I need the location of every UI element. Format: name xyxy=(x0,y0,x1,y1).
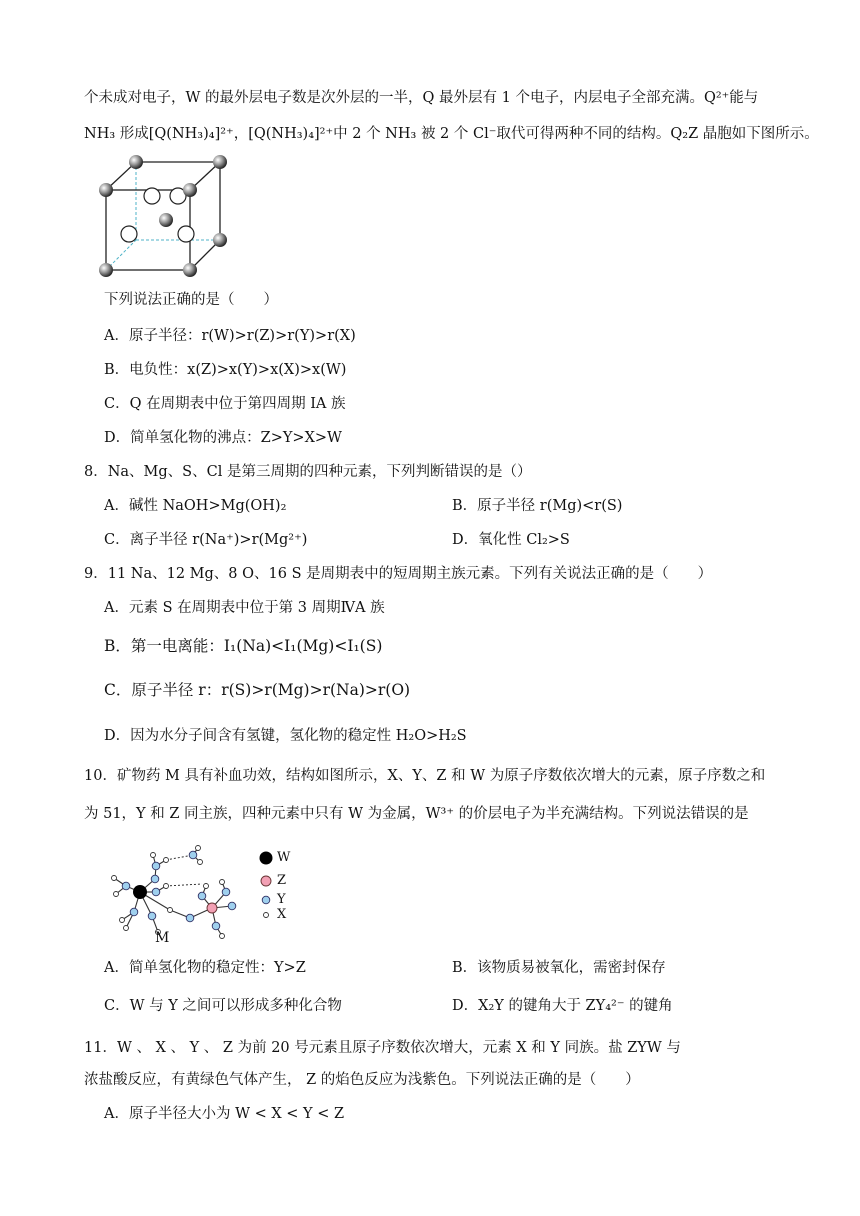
q8-option-c: C．离子半径 r(Na⁺)>r(Mg²⁺) xyxy=(104,532,308,548)
molecule-figure-m xyxy=(98,840,248,946)
intro-line-2: NH₃ 形成[Q(NH₃)₄]²⁺，[Q(NH₃)₄]²⁺中 2 个 NH₃ 被 2 个 Cl⁻取代可得两种不同的结构。Q₂Z 晶胞如下图所示。 xyxy=(84,126,819,142)
q8-option-b: B．原子半径 r(Mg)<r(S) xyxy=(452,498,623,514)
legend-z: Z xyxy=(277,873,287,888)
q8-option-a: A．碱性 NaOH>Mg(OH)₂ xyxy=(104,498,287,514)
intro-line-1: 个未成对电子，W 的最外层电子数是次外层的一半，Q 最外层有 1 个电子，内层电子全部充满。Q²⁺能与 xyxy=(84,90,759,106)
crystal-cell-figure xyxy=(96,150,236,282)
q10-stem-line-1: 10．矿物药 M 具有补血功效，结构如图所示，X、Y、Z 和 W 为原子序数依次增大的元素，原子序数之和 xyxy=(84,768,766,784)
q7-option-d: D．简单氢化物的沸点：Z>Y>X>W xyxy=(104,430,342,446)
q8-stem: 8．Na、Mg、S、Cl 是第三周期的四种元素，下列判断错误的是（） xyxy=(84,464,532,480)
q10-option-d: D．X₂Y 的键角大于 ZY₄²⁻ 的键角 xyxy=(452,998,673,1014)
q9-stem: 9．11 Na、12 Mg、8 O、16 S 是周期表中的短周期主族元素。下列有关说法正确的是（ ） xyxy=(84,566,713,582)
q9-option-c: C．原子半径 r：r(S)>r(Mg)>r(Na)>r(O) xyxy=(104,681,411,699)
molecule-legend-markers xyxy=(256,848,276,924)
q8-option-d: D．氧化性 Cl₂>S xyxy=(452,532,570,548)
q7-stem: 下列说法正确的是（ ） xyxy=(104,292,278,308)
molecule-label: M xyxy=(155,930,170,946)
legend-x: X xyxy=(277,907,287,922)
q11-option-a: A．原子半径大小为 W < X < Y < Z xyxy=(104,1106,345,1122)
q9-option-d: D．因为水分子间含有氢键，氢化物的稳定性 H₂O>H₂S xyxy=(104,728,467,744)
q7-option-b: B．电负性：x(Z)>x(Y)>x(X)>x(W) xyxy=(104,362,347,378)
q10-option-b: B．该物质易被氧化，需密封保存 xyxy=(452,960,666,976)
q10-stem-line-2: 为 51，Y 和 Z 同主族，四种元素中只有 W 为金属，W³⁺ 的价层电子为半充满结构。下列说法错误的是 xyxy=(84,806,749,822)
q10-option-c: C．W 与 Y 之间可以形成多种化合物 xyxy=(104,998,342,1014)
legend-y: Y xyxy=(277,892,286,907)
legend-w: W xyxy=(277,850,291,865)
q9-option-b: B．第一电离能：I₁(Na)<I₁(Mg)<I₁(S) xyxy=(104,637,383,655)
q10-option-a: A．简单氢化物的稳定性：Y>Z xyxy=(104,960,306,976)
q7-option-c: C．Q 在周期表中位于第四周期 IA 族 xyxy=(104,396,346,412)
q7-option-a: A．原子半径：r(W)>r(Z)>r(Y)>r(X) xyxy=(104,328,356,344)
q11-stem-line-1: 11．W 、 X 、 Y 、 Z 为前 20 号元素且原子序数依次增大，元素 X 和 Y 同族。盐 ZYW 与 xyxy=(84,1040,681,1056)
q9-option-a: A．元素 S 在周期表中位于第 3 周期ⅣA 族 xyxy=(104,600,385,616)
q11-stem-line-2: 浓盐酸反应，有黄绿色气体产生， Z 的焰色反应为浅紫色。下列说法正确的是（ ） xyxy=(84,1072,640,1088)
